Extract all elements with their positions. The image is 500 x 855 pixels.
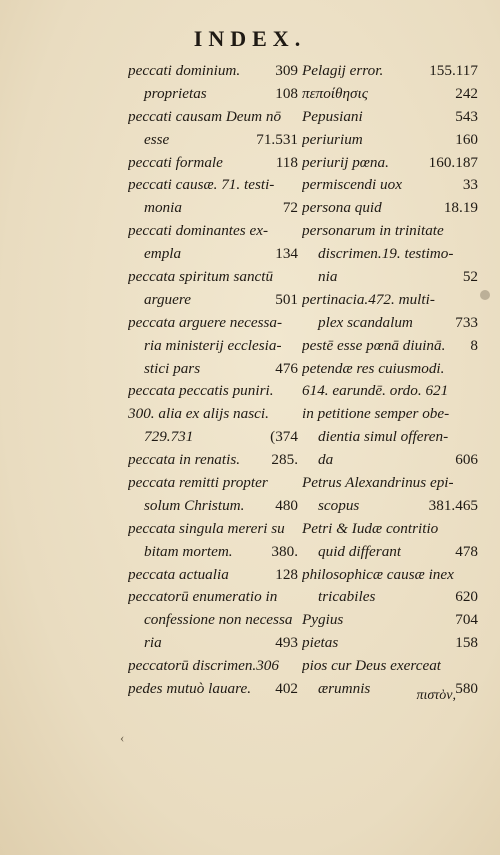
- entry-text: peccati dominantes ex-: [128, 222, 269, 240]
- entry-page-number: 242: [455, 84, 478, 102]
- entry-text: ria: [144, 634, 162, 652]
- index-entry: [128, 266, 298, 289]
- entry-page-number: 381.465: [428, 496, 478, 514]
- entry-text: bitam mortem.: [144, 542, 233, 560]
- entry-text: Pygius: [302, 611, 344, 629]
- entry-page-number: 33: [462, 176, 478, 194]
- index-entry: [302, 586, 478, 609]
- entry-page-number: 128: [275, 565, 298, 583]
- index-entry: [128, 312, 298, 335]
- index-entry: [302, 335, 478, 358]
- entry-text: persona quid: [302, 199, 382, 217]
- index-entry: [302, 541, 478, 564]
- index-entry: [302, 266, 478, 289]
- entry-text: periurium: [302, 130, 363, 148]
- index-entry: [128, 358, 298, 381]
- index-entry: [128, 129, 298, 152]
- index-entry: [128, 335, 298, 358]
- entry-page-number: 118: [275, 153, 298, 171]
- entry-page-number: 620: [455, 588, 478, 606]
- entry-text: da: [318, 451, 334, 469]
- entry-text: dientia simul offeren-: [318, 428, 449, 446]
- entry-text: in petitione semper obe-: [302, 405, 450, 423]
- entry-text: solum Christum.: [144, 496, 245, 514]
- entry-text: personarum in trinitate: [302, 222, 444, 240]
- entry-page-number: 543: [455, 107, 478, 125]
- entry-text: peccata actualia: [128, 565, 229, 583]
- index-entry: [302, 449, 478, 472]
- entry-text: Petri & Iudæ contritio: [302, 519, 439, 537]
- entry-text: petendæ res cuiusmodi.: [302, 359, 445, 377]
- entry-page-number: 380.: [271, 542, 298, 560]
- index-entry: [302, 655, 478, 678]
- entry-page-number: (374: [270, 428, 298, 446]
- entry-page-number: 606: [455, 451, 478, 469]
- index-entry: [128, 586, 298, 609]
- index-entry: [302, 564, 478, 587]
- page-header: INDEX.: [193, 26, 307, 51]
- entry-text: 300. alia ex alijs nasci.: [128, 405, 269, 423]
- entry-text: peccata spiritum sanctū: [128, 268, 274, 286]
- entry-text: Petrus Alexandrinus epi-: [302, 474, 454, 492]
- index-entry: [302, 632, 478, 655]
- index-entry: [128, 564, 298, 587]
- index-entry: [302, 426, 478, 449]
- index-entry: [128, 220, 298, 243]
- entry-text: peccati dominium.: [128, 62, 241, 79]
- index-column-left: [128, 60, 298, 701]
- entry-text: confessione non necessa: [144, 611, 293, 629]
- entry-text: pestē esse pœnā diuinā.: [302, 336, 446, 354]
- entry-text: ria ministerij ecclesia-: [144, 336, 282, 354]
- index-entry: [128, 197, 298, 220]
- entry-page-number: 733: [455, 313, 478, 331]
- entry-text: quid differant: [318, 542, 402, 560]
- entry-text: peccatorū discrimen.306: [128, 657, 279, 675]
- index-entry: [302, 380, 478, 403]
- index-entry: [128, 106, 298, 129]
- entry-text: peccati formale: [128, 153, 223, 171]
- entry-text: permiscendi uox: [302, 176, 402, 194]
- entry-text: plex scandalum: [318, 313, 413, 331]
- index-entry: [302, 358, 478, 381]
- index-entry: [128, 655, 298, 678]
- entry-text: peccata in renatis.: [128, 451, 241, 469]
- index-entry: [302, 83, 478, 106]
- entry-page-number: 160.187: [428, 153, 478, 171]
- entry-page-number: 476: [275, 359, 298, 377]
- entry-text: πεποίθησις: [302, 84, 368, 102]
- entry-page-number: 501: [275, 290, 298, 308]
- index-entry: [128, 426, 298, 449]
- entry-text: pietas: [302, 634, 339, 652]
- index-entry: [128, 403, 298, 426]
- index-entry: [302, 220, 478, 243]
- entry-text: Pepusiani: [302, 107, 363, 125]
- index-entry: [128, 449, 298, 472]
- entry-text: empla: [144, 245, 182, 263]
- entry-text: philosophicæ causæ inex: [302, 565, 454, 583]
- index-entry: [302, 197, 478, 220]
- entry-text: peccati causæ. 71. testi-: [128, 176, 275, 194]
- margin-mark: ‹: [120, 730, 125, 745]
- entry-text: peccata peccatis puniri.: [128, 382, 274, 400]
- entry-page-number: 309: [275, 62, 298, 79]
- entry-text: esse: [144, 130, 170, 148]
- entry-text: scopus: [318, 496, 360, 514]
- index-column-right: [302, 60, 478, 701]
- index-entry: [302, 472, 478, 495]
- entry-text: pertinacia.472. multi-: [302, 290, 435, 308]
- entry-page-number: 8: [470, 336, 478, 354]
- index-entry: [128, 678, 298, 701]
- entry-page-number: 72: [282, 199, 298, 217]
- index-entry: [302, 60, 478, 83]
- entry-page-number: 71.531: [256, 130, 298, 148]
- entry-text: tricabiles: [318, 588, 376, 606]
- index-entry: [302, 174, 478, 197]
- index-entry: [128, 174, 298, 197]
- index-entry: [128, 518, 298, 541]
- entry-text: nia: [318, 268, 338, 286]
- index-entry: [302, 289, 478, 312]
- entry-text: Pelagij error.: [302, 62, 384, 79]
- entry-text: pios cur Deus exerceat: [302, 657, 442, 675]
- entry-text: monia: [144, 199, 182, 217]
- entry-text: pedes mutuò lauare.: [128, 680, 252, 698]
- entry-page-number: 108: [275, 84, 298, 102]
- entry-text: peccata arguere necessa-: [128, 313, 283, 331]
- entry-text: discrimen.19. testimo-: [318, 245, 454, 263]
- index-entry: [302, 518, 478, 541]
- entry-page-number: 160: [455, 130, 478, 148]
- entry-page-number: 493: [275, 634, 298, 652]
- entry-text: peccata singula mereri su: [128, 519, 285, 537]
- entry-page-number: 155.117: [429, 62, 478, 79]
- index-entry: [128, 609, 298, 632]
- index-entry: [128, 152, 298, 175]
- entry-text: ærumnis: [318, 680, 371, 698]
- paper-stain: [480, 290, 490, 300]
- entry-text: peccatorū enumeratio in: [128, 588, 278, 606]
- entry-page-number: 158: [455, 634, 478, 652]
- entry-page-number: 52: [462, 268, 478, 286]
- index-entry: [128, 472, 298, 495]
- entry-text: 729.731: [144, 428, 194, 446]
- entry-text: peccati causam Deum nō: [128, 107, 282, 125]
- index-entry: [302, 495, 478, 518]
- entry-page-number: 704: [455, 611, 478, 629]
- index-entry: [128, 60, 298, 83]
- entry-text: stici pars: [144, 359, 201, 377]
- catchword: πιστὸν,: [416, 688, 456, 703]
- index-entry: [128, 243, 298, 266]
- entry-text: arguere: [144, 290, 191, 308]
- entry-page-number: 402: [275, 680, 298, 698]
- index-entry: [128, 495, 298, 518]
- entry-page-number: 478: [455, 542, 478, 560]
- index-entry: [128, 83, 298, 106]
- index-entry: [302, 403, 478, 426]
- index-entry: [302, 243, 478, 266]
- entry-page-number: 285.: [271, 451, 298, 469]
- entry-text: peccata remitti propter: [128, 474, 268, 492]
- entry-page-number: 580: [455, 680, 478, 698]
- index-entry: [302, 106, 478, 129]
- entry-page-number: 18.19: [443, 199, 478, 217]
- entry-text: proprietas: [144, 84, 207, 102]
- index-entry: [128, 632, 298, 655]
- index-entry: [128, 380, 298, 403]
- index-entry: [302, 609, 478, 632]
- index-entry: [302, 312, 478, 335]
- index-entry: [128, 289, 298, 312]
- entry-page-number: 480: [275, 496, 298, 514]
- index-entry: [302, 152, 478, 175]
- entry-text: periurij pœna.: [302, 153, 389, 171]
- entry-text: 614. earundē. ordo. 621: [302, 382, 449, 400]
- index-entry: [128, 541, 298, 564]
- index-entry: [302, 129, 478, 152]
- entry-page-number: 134: [275, 245, 298, 263]
